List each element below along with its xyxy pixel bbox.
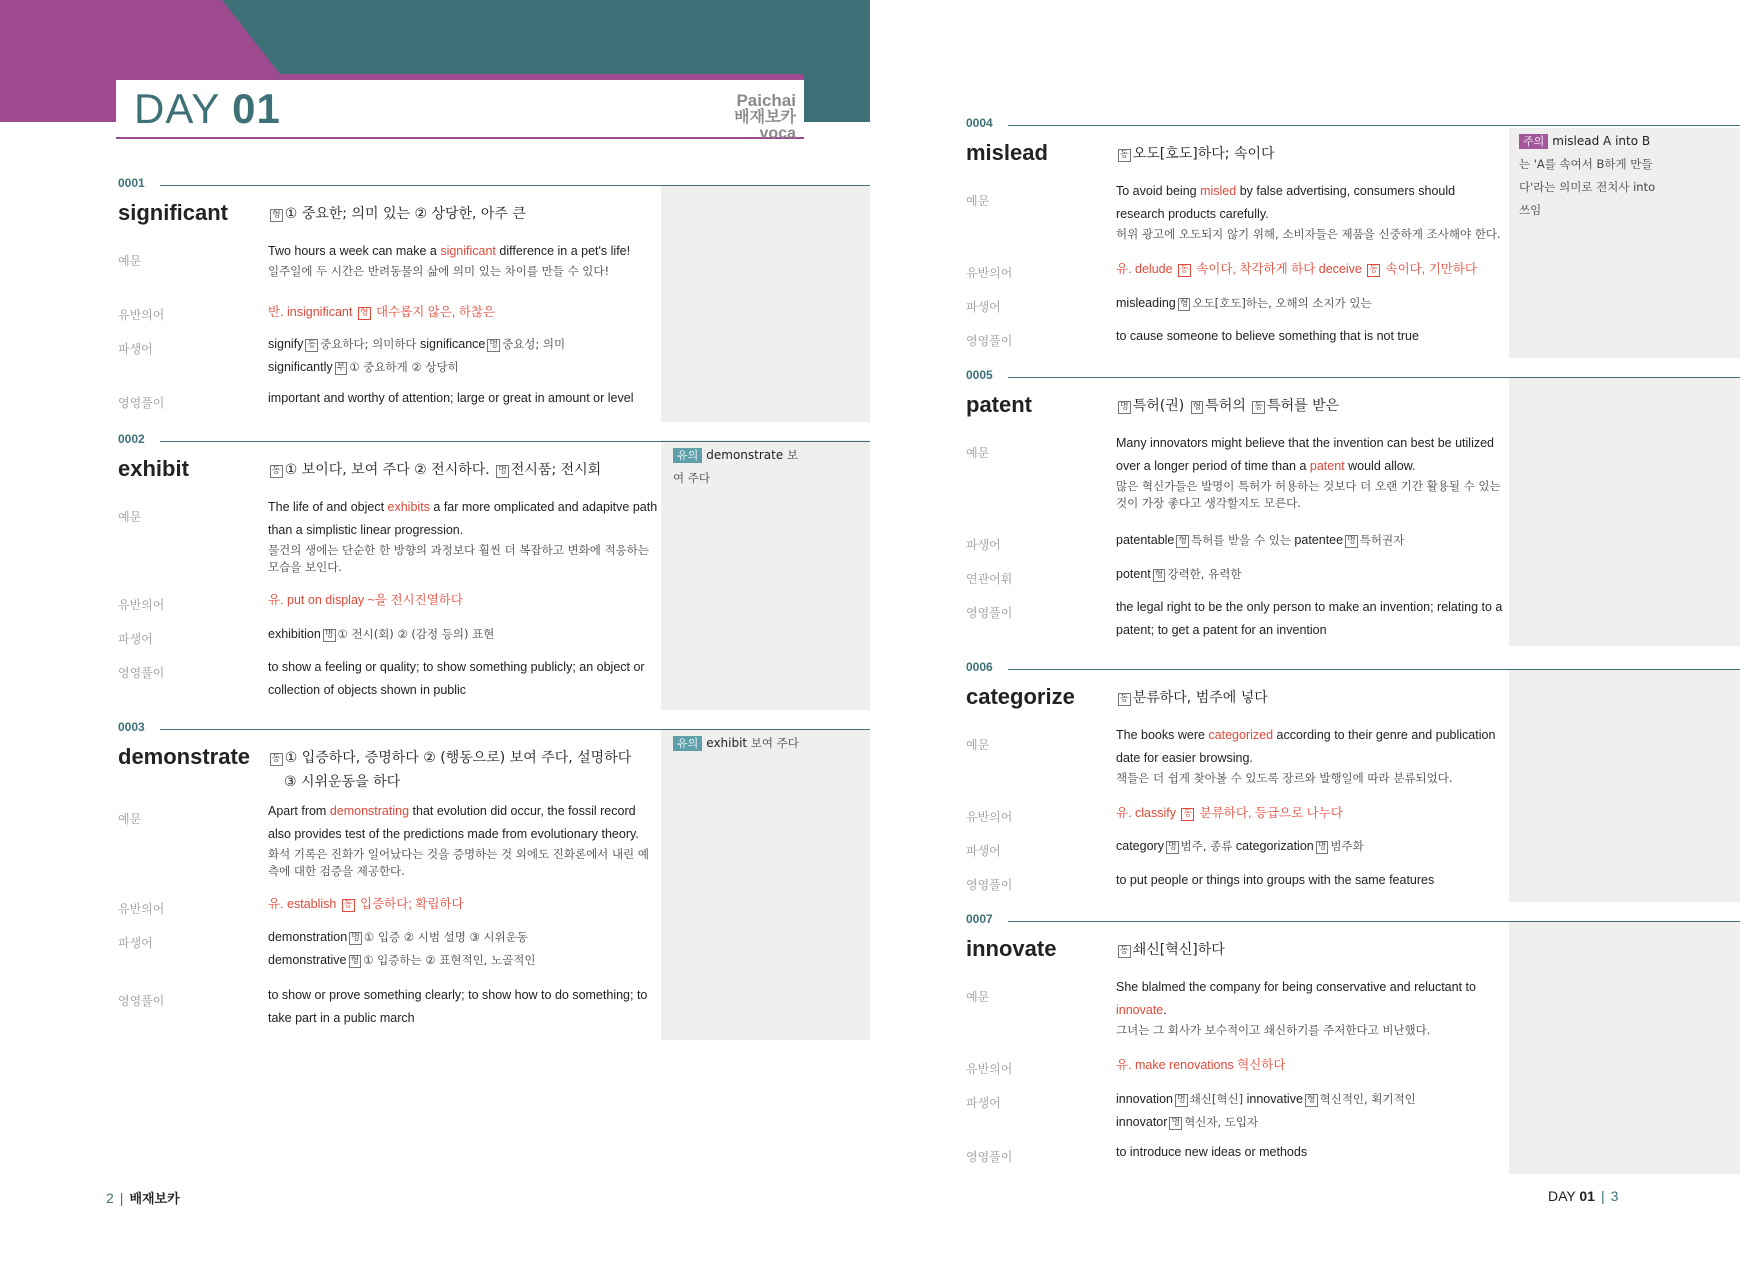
example [1116,180,1506,243]
pos-tag: 명 [1171,1118,1181,1128]
pos-tag: 명 [1167,842,1177,852]
derivatives [268,333,565,379]
derivative-word: innovator [1116,1115,1168,1129]
label-synonym: 유반의어 [966,266,1013,280]
entry-number: 0002 [118,432,145,446]
meaning-text: 분류하다, 범주에 넣다 [1132,690,1268,706]
derivative-word: exhibition [268,627,321,641]
meaning [268,202,526,226]
definition: to cause someone to believe something that is not true [1116,329,1419,343]
pos-tag: 명 [1317,842,1327,852]
footer-left: 2 | 배재보카 [106,1190,180,1206]
example-text-end: would allow. [1344,459,1416,473]
derivative-word: demonstration [268,930,348,944]
entry-number: 0003 [118,720,145,734]
synonym-meaning: 입증하다; 확립하다 [356,897,464,911]
pos-tag: 명 [1347,536,1356,546]
label-example: 예문 [966,990,990,1004]
definition: important and worthy of attention; large or great in amount or level [268,391,634,405]
derivative-meaning: 범주, 종류 [1180,839,1233,853]
label-example: 예문 [118,510,142,524]
headword: mislead [966,140,1048,165]
footer-right: DAY 01 | 3 [1548,1188,1619,1204]
definition: to show or prove something clearly; to show how to do something; to take part in a public march [268,988,648,1025]
meaning [268,458,601,482]
definition: to show a feeling or quality; to show something publicly; an object or collection of objects shown in public [268,660,645,697]
pos-tag: 형 [1192,402,1202,412]
pos-tag: 형 [1178,536,1188,546]
entry-0006 [966,660,1740,904]
page-title [134,85,281,133]
derivative-word: patentable [1116,533,1175,547]
meaning [268,746,668,794]
synonym [268,301,495,324]
side-note [1519,130,1659,222]
example-text: The books were [1116,728,1209,742]
definition: to put people or things into groups with the same features [1116,873,1435,887]
derivative-meaning: 특허를 받을 수 있는 [1191,533,1291,547]
derivative-word: category [1116,839,1164,853]
logo [716,92,796,142]
example-text-end: . [1163,1003,1167,1017]
label-derivative: 파생어 [118,936,153,950]
derivatives [1116,1088,1416,1134]
pos-tag: 명 [498,466,507,476]
example-text: To avoid being [1116,184,1201,198]
entry-0005 [966,368,1740,648]
meaning [1116,142,1275,166]
example [268,240,698,280]
derivative-meaning: ① 입증 ② 시범 설명 ③ 시위운동 [363,930,528,944]
entry-rule [160,441,870,442]
pos-tag: 동 [343,900,353,910]
meaning-text: 전시품; 전시회 [510,462,602,478]
meaning [1116,938,1225,962]
derivative-meaning: ① 중요하게 ② 상당히 [349,360,459,374]
example-text: Many innovators might believe that the invention can best be utilized over a longer period of time than a [1116,436,1495,473]
label-definition: 영영풀이 [966,606,1013,620]
label-derivative: 파생어 [118,342,153,356]
meaning-text: 특허의 [1205,398,1246,414]
derivative-meaning: 혁신적인, 획기적인 [1319,1092,1416,1106]
pos-tag: 명 [489,340,499,350]
pos-tag: 동 [307,340,317,350]
entry-0004 [966,116,1740,360]
pos-tag: 동 [1254,402,1264,412]
note-text: 보여 주다 [673,448,798,485]
logo-line2: 배재보카 voca [734,109,796,142]
pos-tag: 형 [359,308,369,318]
example-highlight: demonstrating [329,804,410,818]
derivatives [1116,835,1364,858]
derivative-meaning: 중요성; 의미 [502,337,566,351]
entry-rule [1008,669,1740,670]
pos-tag: 동 [1183,809,1193,819]
label-derivative: 파생어 [966,1096,1001,1110]
derivative-meaning: 쇄신[혁신] [1189,1092,1244,1106]
example-translation: 허위 광고에 오도되지 않기 위해, 소비자들은 제품을 신중하게 조사해야 한다. [1116,227,1501,241]
label-derivative: 파생어 [966,300,1001,314]
book-title: 배재보카 [129,1191,180,1206]
entry-0003 [118,720,870,1040]
derivative-word: categorization [1235,839,1314,853]
label-derivative: 파생어 [118,632,153,646]
derivative-meaning: 오도[호도]하는, 오해의 소지가 있는 [1192,296,1372,310]
example-text-end: difference in a pet's life! [495,244,631,258]
note-badge: 유의 [673,736,702,751]
entry-0001 [118,176,870,416]
label-definition: 영영풀이 [966,1150,1013,1164]
pos-tag: 동 [1120,694,1129,704]
example [268,800,658,880]
derivatives [268,926,535,972]
label-synonym: 유반의어 [118,598,165,612]
derivative-meaning: ① 입증하는 ② 표현적인, 노골적인 [363,953,536,967]
label-related: 연관어휘 [966,572,1013,586]
example-highlight: categorized [1208,728,1274,742]
side-note [673,444,808,490]
day-label: DAY [134,85,220,132]
header-underline [116,137,804,139]
label-synonym: 유반의어 [118,902,165,916]
logo-line1: Paichai [736,91,796,110]
pos-tag: 동 [272,754,281,764]
derivative-word: innovative [1246,1092,1303,1106]
example-translation: 책들은 더 쉽게 찾아볼 수 있도록 장르와 발행일에 따라 분류되었다. [1116,771,1453,785]
pos-tag: 동 [1369,265,1379,275]
pos-tag: 동 [1120,946,1129,956]
entry-number: 0001 [118,176,145,190]
derivative-meaning: 특허권자 [1359,533,1405,547]
label-synonym: 유반의어 [966,810,1013,824]
entry-number: 0006 [966,660,993,674]
example-text-end: that evolution did occur, the fossil record also provides test of the predictions made from evolutionary theory. [268,804,639,841]
label-synonym: 유반의어 [118,308,165,322]
example-translation: 화석 기록은 진화가 일어났다는 것을 증명하는 것 외에도 진화론에서 내린 예측에 대한 검증을 제공한다. [268,847,649,878]
related-words [1116,563,1241,586]
entry-number: 0005 [966,368,993,382]
label-synonym: 유반의어 [966,1062,1013,1076]
label-derivative: 파생어 [966,844,1001,858]
pos-tag: 명 [1120,402,1129,412]
example-text: The life of and object [268,500,388,514]
synonym-meaning: 속이다, 기만하다 [1382,262,1477,276]
page-number-left: 2 [106,1190,114,1206]
derivative-word: signify [268,337,304,351]
pos-tag: 동 [272,466,281,476]
derivatives [1116,529,1404,552]
related-word: potent [1116,567,1151,581]
headword: patent [966,392,1032,417]
meaning-text: 쇄신[혁신]하다 [1132,942,1225,958]
synonym-meaning: 속이다, 착각하게 하다 deceive [1192,262,1366,276]
meaning-text: 특허를 받은 [1267,398,1340,414]
pos-tag: 형 [1179,299,1189,309]
example-translation: 일주일에 두 시간은 반려동물의 삶에 의미 있는 차이를 만들 수 있다! [268,264,610,278]
derivative-line [1116,1111,1416,1134]
label-definition: 영영풀이 [966,878,1013,892]
meaning-text: ① 입증하다, 증명하다 ② (행동으로) 보여 주다, 설명하다 [284,750,632,766]
pos-tag: 형 [1306,1095,1316,1105]
meaning-text: ① 중요한; 의미 있는 ② 상당한, 아주 큰 [284,206,526,222]
derivative-word: significance [420,337,486,351]
derivative-line [268,926,535,949]
footer-day-label: DAY [1548,1188,1576,1204]
synonym-text: 유. delude [1116,262,1177,276]
entry-rule [160,185,870,186]
note-text: 는 'A를 속여서 B하게 만들다'라는 의미로 전치사 into 쓰임 [1519,157,1656,217]
note-badge: 주의 [1519,134,1548,149]
side-note [673,732,808,755]
example-highlight: exhibits [387,500,430,514]
derivative-word: significantly [268,360,333,374]
derivative-meaning: ① 전시(회) ② (감정 등의) 표현 [337,627,495,641]
derivative-line [268,356,565,379]
example-translation: 많은 혁신가들은 발명이 특허가 허용하는 것보다 더 오랜 기간 활용될 수 있는 것이 가장 좋다고 생각할지도 모른다. [1116,479,1501,510]
related-meaning: 강력한, 유력한 [1167,567,1242,581]
note-word: exhibit [706,736,748,750]
note-word: demonstrate [706,448,784,462]
page-number-right: 3 [1610,1188,1619,1204]
label-derivative: 파생어 [966,538,1001,552]
synonym [268,893,464,916]
synonym-text: 유. classify [1116,806,1180,820]
pos-tag: 동 [1120,150,1129,160]
example-translation: 그녀는 그 회사가 보수적이고 쇄신하기를 주저한다고 비난했다. [1116,1023,1431,1037]
synonym [1116,802,1343,825]
synonym-text: 유. establish [268,897,340,911]
label-definition: 영영풀이 [118,666,165,680]
footer-day-number: 01 [1579,1188,1595,1204]
pos-tag: 명 [324,630,334,640]
label-definition: 영영풀이 [118,994,165,1008]
label-example: 예문 [118,254,142,268]
pos-tag: 형 [1154,570,1164,580]
example-text: Two hours a week can make a [268,244,441,258]
meaning-text: 특허(권) [1132,398,1185,414]
derivatives [1116,292,1372,315]
label-definition: 영영풀이 [966,334,1013,348]
derivative-meaning: 혁신자, 도입자 [1184,1115,1259,1129]
meaning-text: ① 보이다, 보여 주다 ② 전시하다. [284,462,490,478]
example [268,496,658,576]
day-number: 01 [232,85,281,132]
entry-0002 [118,432,870,712]
meaning-text: 오도[호도]하다; 속이다 [1132,146,1275,162]
derivative-word: innovation [1116,1092,1173,1106]
derivatives [268,623,494,646]
example-highlight: innovate [1116,1003,1164,1017]
headword: significant [118,200,229,225]
example-text-end: a far more omplicated and adapitve path than a simplistic linear progression. [268,500,658,537]
synonym: 유. put on display ~을 전시진열하다 [268,593,463,607]
label-example: 예문 [966,738,990,752]
example-highlight: patent [1309,459,1345,473]
derivative-line [1116,1088,1416,1111]
entry-number: 0004 [966,116,993,130]
derivative-word: misleading [1116,296,1176,310]
headword: exhibit [118,456,189,481]
example-text-end: by false advertising, consumers should research products carefully. [1116,184,1456,221]
derivative-meaning: 범주화 [1330,839,1364,853]
definition: the legal right to be the only person to make an invention; relating to a patent; to get a patent for an invention [1116,600,1503,637]
derivative-word: patentee [1294,533,1344,547]
example [1116,432,1506,512]
meaning-line2: ③ 시위운동을 하다 [284,774,401,790]
entry-number: 0007 [966,912,993,926]
derivative-word: demonstrative [268,953,347,967]
example-highlight: significant [440,244,496,258]
example-highlight: misled [1200,184,1237,198]
entry-rule [1008,921,1740,922]
example [1116,724,1506,787]
entry-rule [160,729,870,730]
note-text: 보여 주다 [747,736,799,750]
meaning [1116,394,1339,418]
label-definition: 영영풀이 [118,396,165,410]
pos-tag: 명 [1177,1095,1186,1105]
pos-tag: 동 [1180,265,1189,275]
synonym: 유. make renovations 혁신하다 [1116,1058,1286,1072]
entry-rule [1008,377,1740,378]
example-text: Apart from [268,804,330,818]
derivative-line [268,949,535,972]
synonym [1116,258,1477,281]
example-text-end: according to their genre and publication date for easier browsing. [1116,728,1496,765]
derivative-meaning: 중요하다; 의미하다 [320,337,417,351]
synonym-text: 반. insignificant [268,305,356,319]
headword: innovate [966,936,1057,961]
example [1116,976,1506,1039]
pos-tag: 부 [336,363,346,373]
synonym-meaning: 분류하다, 등급으로 나누다 [1196,806,1343,820]
pos-tag: 명 [351,933,360,943]
definition: to introduce new ideas or methods [1116,1145,1308,1159]
note-badge: 유의 [673,448,702,463]
synonym-meaning: 대수롭지 않은, 하찮은 [372,305,496,319]
label-example: 예문 [966,194,990,208]
meaning [1116,686,1268,710]
headword: categorize [966,684,1075,709]
entry-rule [1008,125,1740,126]
pos-tag: 형 [272,210,281,220]
pos-tag: 형 [350,956,360,966]
headword: demonstrate [118,744,251,769]
example-text: She blalmed the company for being conservative and reluctant to [1116,980,1476,994]
note-word: mislead A into B [1552,134,1651,148]
example-translation: 물건의 생에는 단순한 한 방향의 과정보다 훨씬 더 복잡하고 변화에 적응하는 모습을 보인다. [268,543,649,574]
label-example: 예문 [966,446,990,460]
entry-0007 [966,912,1740,1174]
derivative-line [268,333,565,356]
label-example: 예문 [118,812,142,826]
